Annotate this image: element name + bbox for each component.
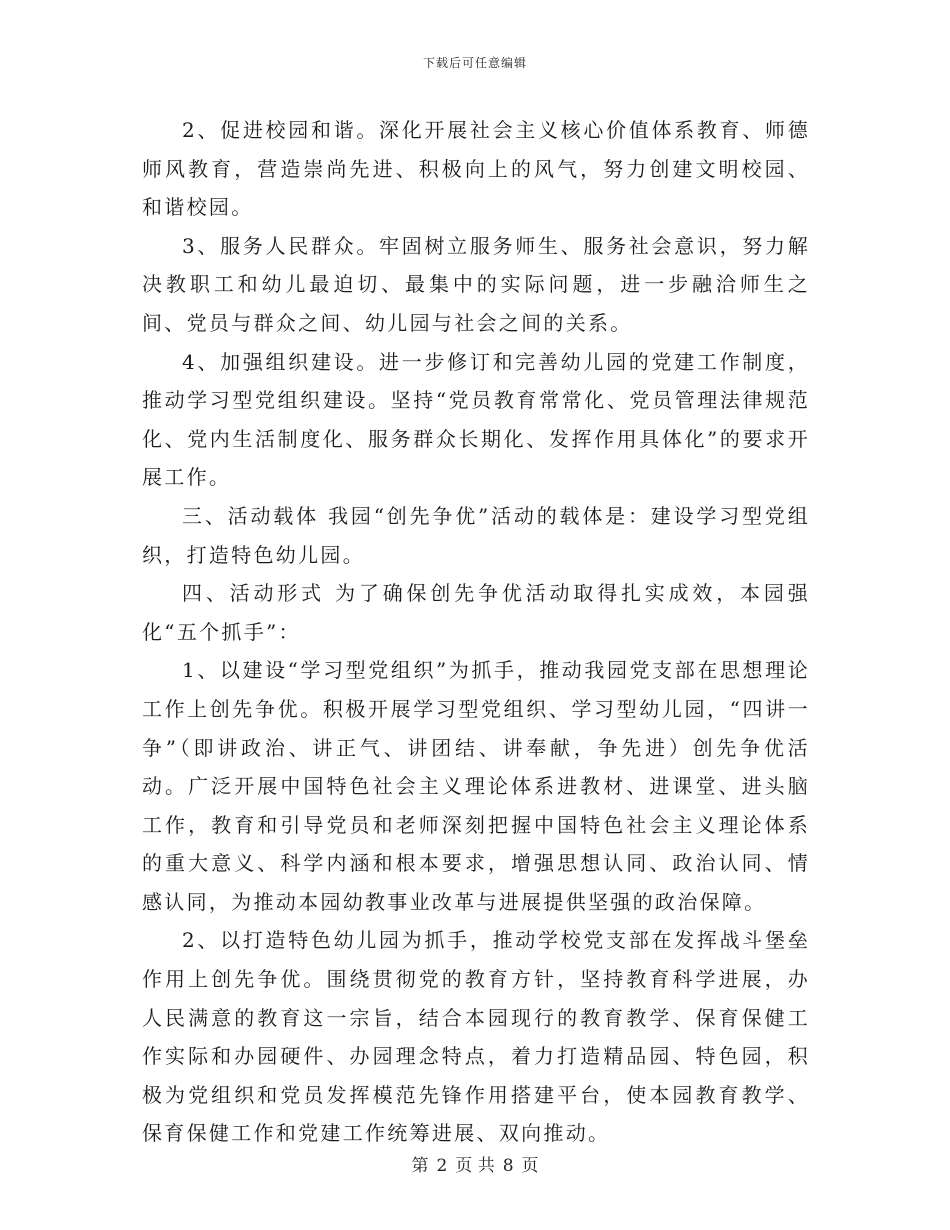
footer-current-page: 2 (436, 1156, 448, 1176)
footer-suffix: 页 (521, 1156, 539, 1176)
paragraph-learning-party: 1、以建设“学习型党组织”为抓手，推动我园党支部在思想理论工作上创先争优。积极开展学习型党组织、学习型幼儿园，“四讲一争”（即讲政治、讲正气、讲团结、讲奉献，争先进）创先争优活动。广泛开展中国特色社会主义理论体系进教材、进课堂、进头脑工作，教育和引导党员和老师深刻把握中国特色社会主义理论体系的重大意义、科学内涵和根本要求，增强思想认同、政治认同、情感认同，为推动本园幼教事业改革与进展提供坚强的政治保障。 (142, 658, 810, 914)
paragraph-promote-harmony: 2、促进校园和谐。深化开展社会主义核心价值体系教育、师德师风教育，营造崇尚先进、积极向上的风气，努力创建文明校园、和谐校园。 (142, 118, 810, 220)
page-number-footer (0, 1151, 950, 1176)
paragraph-activity-form: 四、活动形式 为了确保创先争优活动取得扎实成效，本园强化“五个抓手”： (142, 581, 810, 644)
paragraph-characteristic-kindergarten: 2、以打造特色幼儿园为抓手，推动学校党支部在发挥战斗堡垒作用上创先争优。围绕贯彻党的教育方针，坚持教育科学进展，办人民满意的教育这一宗旨，结合本园现行的教育教学、保育保健工作实际和办园硬件、办园理念特点，着力打造精品园、特色园，积极为党组织和党员发挥模范先锋作用搭建平台，使本园教育教学、保育保健工作和党建工作统筹进展、双向推动。 (142, 928, 810, 1146)
paragraph-serve-people: 3、服务人民群众。牢固树立服务师生、服务社会意识，努力解决教职工和幼儿最迫切、最集中的实际问题，进一步融洽师生之间、党员与群众之间、幼儿园与社会之间的关系。 (142, 233, 810, 335)
footer-middle: 页 共 (455, 1156, 495, 1176)
paragraph-activity-carrier: 三、活动载体 我园“创先争优”活动的载体是：建设学习型党组织，打造特色幼儿园。 (142, 503, 810, 567)
footer-prefix: 第 (411, 1156, 429, 1176)
document-body (142, 111, 810, 1153)
footer-total-pages: 8 (502, 1156, 514, 1176)
page-header-note: 下载后可任意编辑 (422, 56, 527, 70)
paragraph-organization-building: 4、加强组织建设。进一步修订和完善幼儿园的党建工作制度，推动学习型党组织建设。坚持“党员教育常常化、党员管理法律规范化、党内生活制度化、服务群众长期化、发挥作用具体化”的要求开展工作。 (142, 349, 810, 490)
